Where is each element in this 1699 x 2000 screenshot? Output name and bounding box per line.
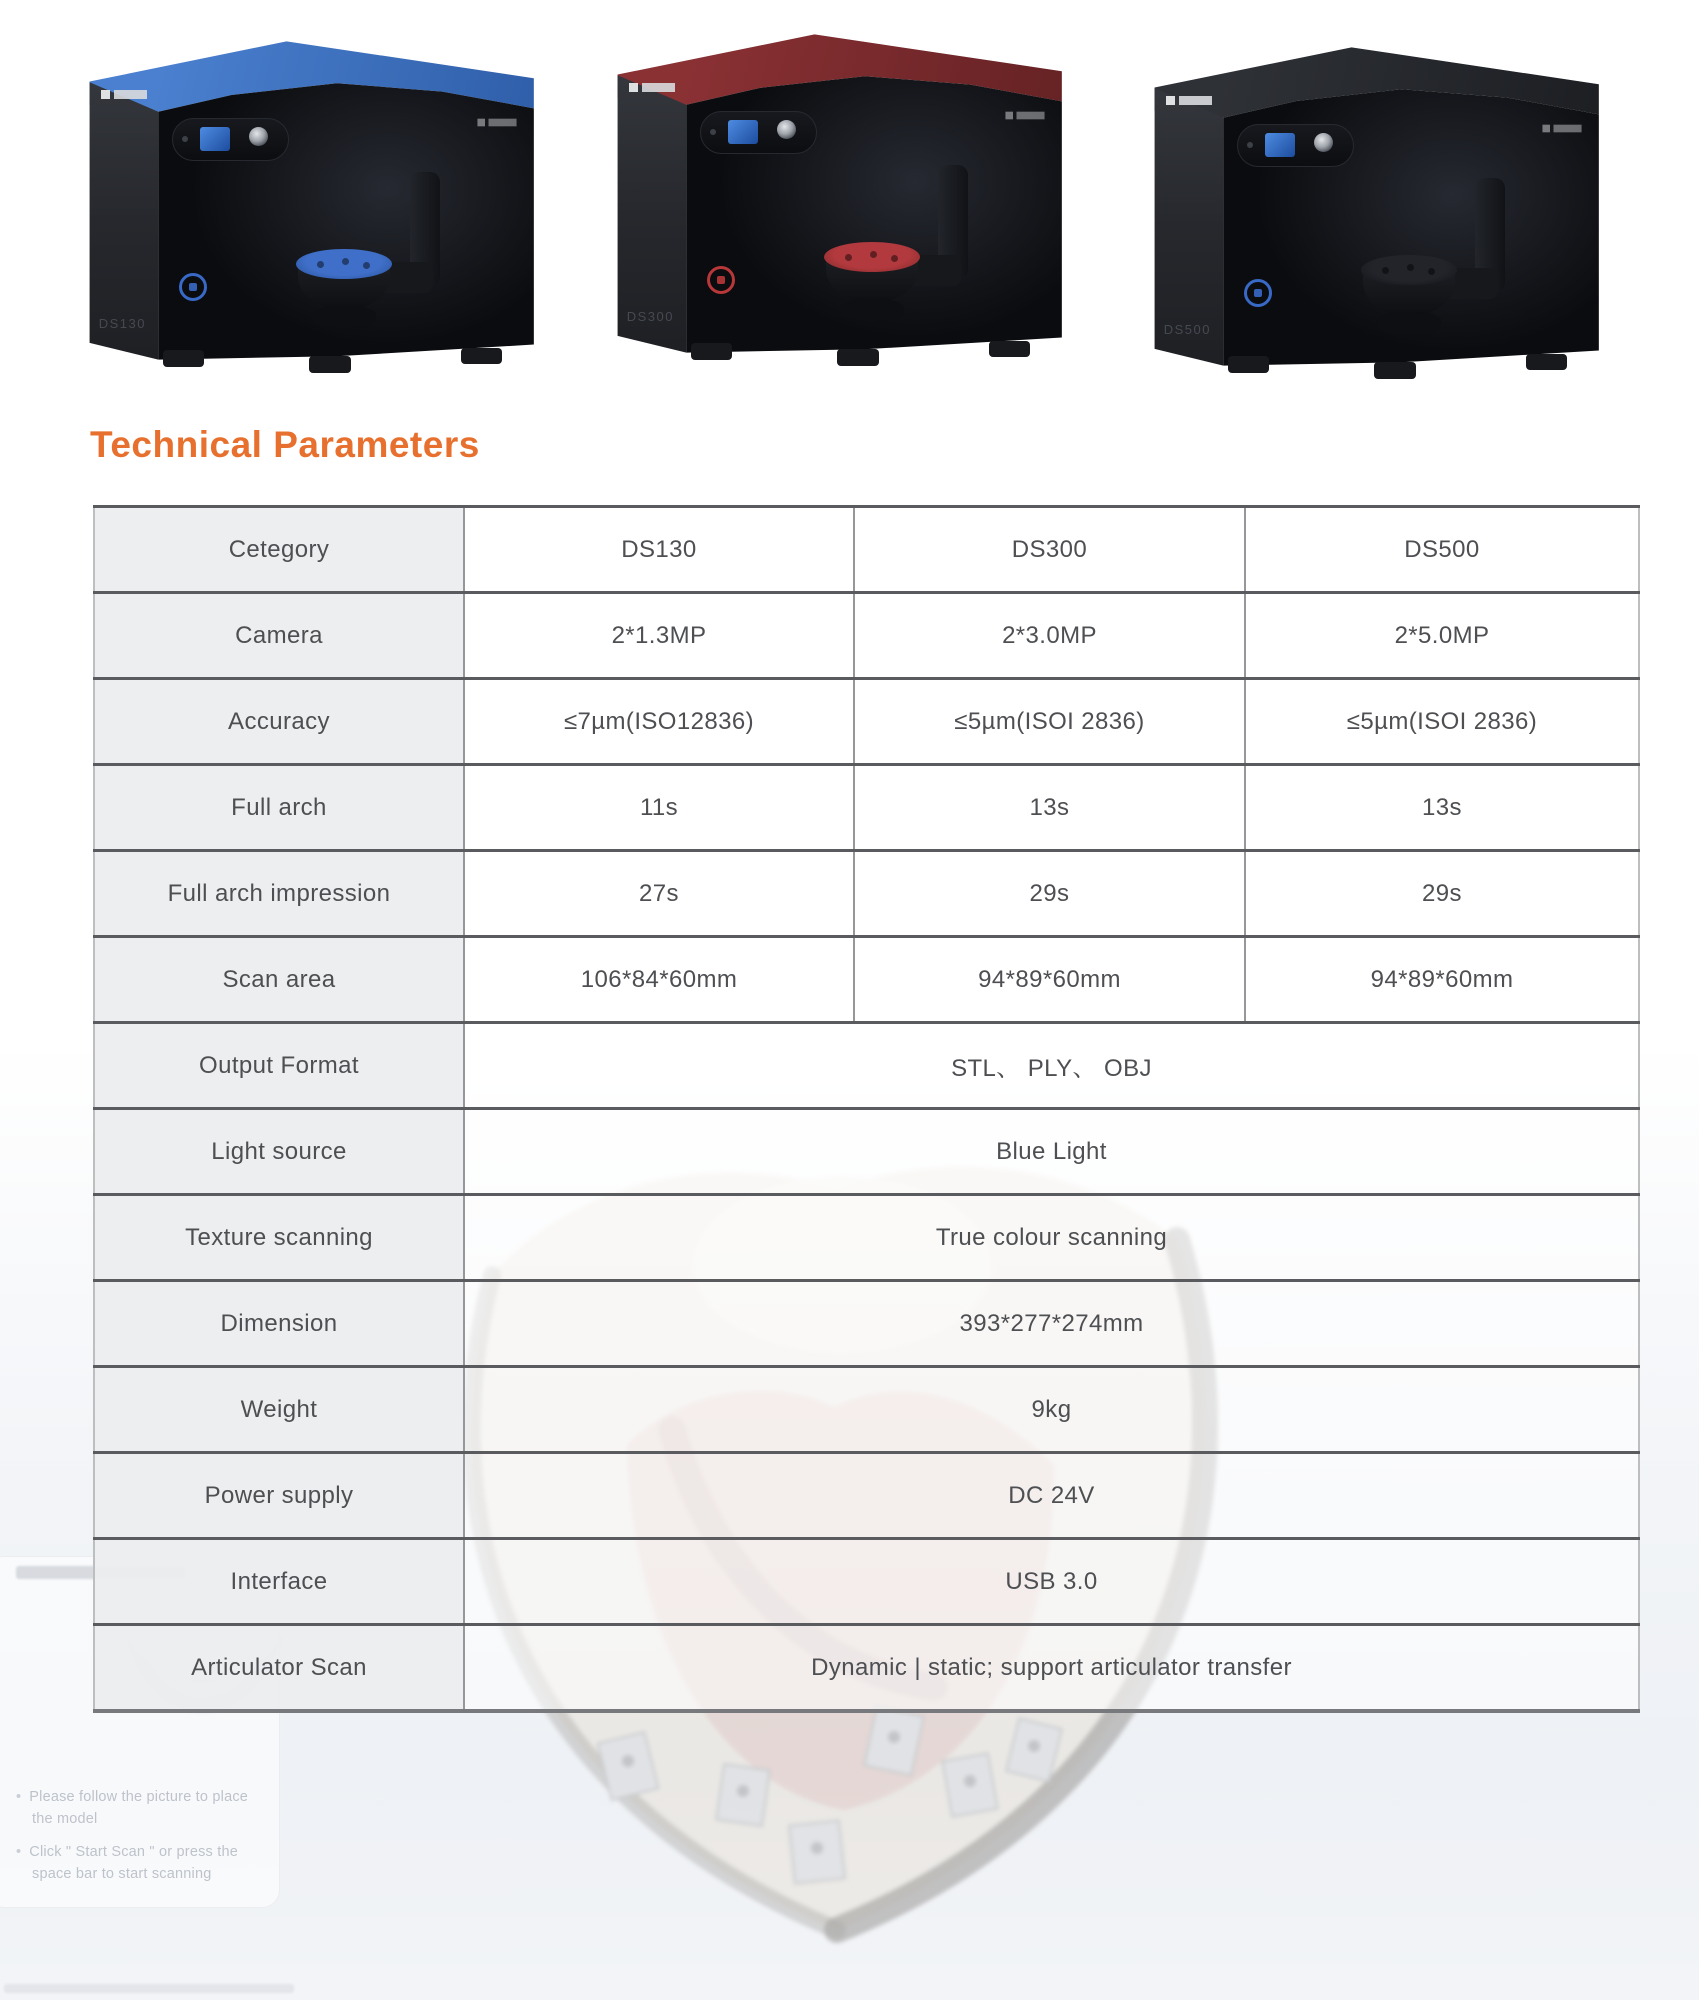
model-label: DS130 bbox=[98, 316, 146, 332]
scanner-foot bbox=[309, 356, 350, 373]
cell-value: 29s bbox=[854, 851, 1245, 937]
camera-lens-icon bbox=[1314, 133, 1333, 152]
scan-plate bbox=[824, 242, 920, 272]
cell-value: ≤7µm(ISO12836) bbox=[464, 679, 854, 765]
scanner-foot bbox=[1374, 362, 1415, 379]
scanner-foot bbox=[1526, 354, 1567, 371]
camera-screen-icon bbox=[1265, 133, 1295, 156]
indicator-dot-icon bbox=[1247, 142, 1253, 148]
scan-plate-pedestal bbox=[840, 299, 904, 321]
row-label: Light source bbox=[94, 1109, 464, 1195]
table-row bbox=[94, 1023, 1639, 1109]
row-label: Cetegory bbox=[94, 507, 464, 593]
brand-logo-icon bbox=[629, 83, 675, 92]
row-label: Interface bbox=[94, 1539, 464, 1625]
scanner-foot bbox=[461, 348, 502, 365]
camera-unit bbox=[700, 111, 817, 153]
indicator-dot-icon bbox=[710, 129, 716, 135]
scanner-foot bbox=[691, 343, 732, 360]
table-header-row bbox=[94, 507, 1639, 593]
cell-value: 2*5.0MP bbox=[1245, 593, 1639, 679]
brand-logo-icon bbox=[478, 119, 517, 127]
cell-value: 2*3.0MP bbox=[854, 593, 1245, 679]
spec-table bbox=[93, 505, 1640, 1713]
cell-value: 106*84*60mm bbox=[464, 937, 854, 1023]
scanner-foot bbox=[837, 349, 878, 366]
cell-value: ≤5µm(ISOI 2836) bbox=[1245, 679, 1639, 765]
row-label: Full arch impression bbox=[94, 851, 464, 937]
model-label: DS500 bbox=[1163, 322, 1211, 338]
cell-value: ≤5µm(ISOI 2836) bbox=[854, 679, 1245, 765]
model-label: DS300 bbox=[626, 309, 674, 325]
indicator-dot-icon bbox=[182, 136, 188, 142]
row-label: Articulator Scan bbox=[94, 1625, 464, 1712]
cell-value-merged: 393*277*274mm bbox=[464, 1281, 1639, 1367]
table-row bbox=[94, 1453, 1639, 1539]
cell-value: 29s bbox=[1245, 851, 1639, 937]
scan-plate bbox=[296, 249, 392, 279]
column-header: DS130 bbox=[464, 507, 854, 593]
power-button-icon bbox=[1244, 279, 1272, 307]
page-title: Technical Parameters bbox=[90, 424, 480, 465]
cell-value: 11s bbox=[464, 765, 854, 851]
scanner-foot bbox=[1228, 356, 1269, 373]
cell-value-merged: True colour scanning bbox=[464, 1195, 1639, 1281]
table-row bbox=[94, 593, 1639, 679]
camera-lens-icon bbox=[249, 127, 268, 146]
scanner-foot bbox=[163, 350, 204, 367]
faint-footer-text-bar bbox=[4, 1984, 294, 1993]
brand-logo-icon bbox=[1166, 96, 1212, 105]
row-label: Camera bbox=[94, 593, 464, 679]
cell-value: 2*1.3MP bbox=[464, 593, 854, 679]
row-label: Output Format bbox=[94, 1023, 464, 1109]
bullet-icon: • bbox=[16, 1789, 22, 1805]
camera-lens-icon bbox=[777, 120, 796, 139]
table-row bbox=[94, 1625, 1639, 1712]
column-header: DS500 bbox=[1245, 507, 1639, 593]
cell-value: 94*89*60mm bbox=[854, 937, 1245, 1023]
table-row bbox=[94, 765, 1639, 851]
table-row bbox=[94, 851, 1639, 937]
cell-value: 13s bbox=[1245, 765, 1639, 851]
cell-value-merged: DC 24V bbox=[464, 1453, 1639, 1539]
cell-value-merged: USB 3.0 bbox=[464, 1539, 1639, 1625]
camera-screen-icon bbox=[200, 127, 230, 150]
cell-value-merged: Blue Light bbox=[464, 1109, 1639, 1195]
table-row bbox=[94, 937, 1639, 1023]
camera-screen-icon bbox=[728, 120, 758, 143]
row-label: Dimension bbox=[94, 1281, 464, 1367]
scanner-ds300-image bbox=[613, 31, 1071, 366]
column-header: DS300 bbox=[854, 507, 1245, 593]
cell-value-merged: Dynamic | static; support articulator transfer bbox=[464, 1625, 1639, 1712]
scan-plate-pedestal bbox=[312, 306, 376, 328]
power-button-icon bbox=[179, 273, 207, 301]
brand-logo-icon bbox=[1543, 125, 1582, 133]
row-label: Accuracy bbox=[94, 679, 464, 765]
cell-value: 27s bbox=[464, 851, 854, 937]
table-row bbox=[94, 1109, 1639, 1195]
camera-unit bbox=[172, 118, 289, 160]
brand-logo-icon bbox=[101, 90, 147, 99]
row-label: Scan area bbox=[94, 937, 464, 1023]
cell-value-merged: 9kg bbox=[464, 1367, 1639, 1453]
table-row bbox=[94, 1539, 1639, 1625]
brand-logo-icon bbox=[1006, 112, 1045, 120]
camera-unit bbox=[1237, 124, 1354, 166]
table-row bbox=[94, 1367, 1639, 1453]
row-label: Power supply bbox=[94, 1453, 464, 1539]
row-label: Texture scanning bbox=[94, 1195, 464, 1281]
table-row bbox=[94, 1195, 1639, 1281]
row-label: Full arch bbox=[94, 765, 464, 851]
scanner-ds130-image bbox=[85, 38, 543, 373]
row-label: Weight bbox=[94, 1367, 464, 1453]
scanner-ds500-image bbox=[1150, 44, 1608, 379]
power-button-icon bbox=[707, 266, 735, 294]
scanner-foot bbox=[989, 341, 1030, 358]
cell-value: 13s bbox=[854, 765, 1245, 851]
cell-value: 94*89*60mm bbox=[1245, 937, 1639, 1023]
bullet-icon: • bbox=[16, 1843, 22, 1860]
table-row bbox=[94, 1281, 1639, 1367]
table-row bbox=[94, 679, 1639, 765]
faded-hint-text: • Please follow the picture to place the model • Click " Start Scan " or press the space bar to start scanning bbox=[16, 1786, 286, 1886]
scan-plate-pedestal bbox=[1377, 312, 1441, 334]
scan-plate bbox=[1361, 255, 1457, 285]
cell-value-merged: STL、 PLY、 OBJ bbox=[464, 1023, 1639, 1109]
